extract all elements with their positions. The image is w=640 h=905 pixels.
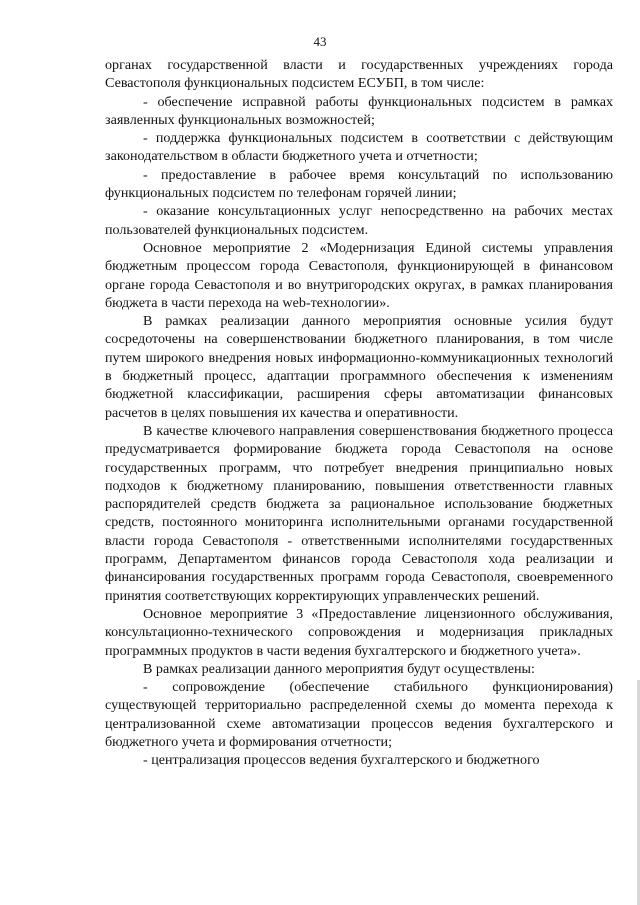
paragraph: Основное мероприятие 2 «Модернизация Единой системы управления бюджетным процессом города Севастополя, функционирующей в финансовом органе города Севастополя и во внутригородских округах, в рамках планирования бюджета в части перехода на web-технологии». <box>105 239 613 311</box>
list-item: - поддержка функциональных подсистем в соответствии с действующим законодательством в области бюджетного учета и отчетности; <box>105 130 613 165</box>
document-body <box>105 56 613 770</box>
list-item: - централизация процессов ведения бухгалтерского и бюджетного <box>143 752 540 769</box>
page-number: 43 <box>313 34 327 49</box>
paragraph: В качестве ключевого направления совершенствования бюджетного процесса предусматривается формирование бюджета города Севастополя на основе государственных программ, что потребует внедрения принципиально новых подходов к бюджетному планированию, повышения ответственности главных распорядителей средств бюджета за рациональное использование бюджетных средств, постоянного мониторинга исполнительными органами государственной власти города Севастополя - ответственными исполнителями государственных программ, Департаментом финансов города Севастополя хода реализации и финансирования государственных программ города Севастополя, своевременного принятия соответствующих корректирующих управленческих решений. <box>105 422 613 604</box>
paragraph: органах государственной власти и государственных учреждениях города Севастополя функциональных подсистем ЕСУБП, в том числе: <box>105 57 613 92</box>
list-item: - сопровождение (обеспечение стабильного функционирования) существующей территориально распределенной схемы до момента перехода к централизованной схеме автоматизации процессов ведения бухгалтерского и бюджетного учета и формирования отчетности; <box>105 679 613 750</box>
list-item: - предоставление в рабочее время консультаций по использованию функциональных подсистем по телефонам горячей линии; <box>105 166 613 202</box>
paragraph: Основное мероприятие 3 «Предоставление лицензионного обслуживания, консультационно-технического сопровождения и модернизация прикладных программных продуктов в части ведения бухгалтерского и бюджетного учета». <box>105 605 613 659</box>
paragraph: В рамках реализации данного мероприятия будут осуществлены: <box>143 660 535 677</box>
paragraph: В рамках реализации данного мероприятия основные усилия будут сосредоточены на совершенствовании бюджетного планирования, в том числе путем широкого внедрения новых информационно-коммуникационных технологий в бюджетный процесс, адаптации программного обеспечения к изменениям бюджетной классификации, расширения сферы автоматизации финансовых расчетов в целях повышения их качества и оперативности. <box>105 313 613 421</box>
list-item: - оказание консультационных услуг непосредственно на рабочих местах пользователей функциональных подсистем. <box>105 203 613 238</box>
list-item: - обеспечение исправной работы функциональных подсистем в рамках заявленных функциональных возможностей; <box>105 93 613 128</box>
